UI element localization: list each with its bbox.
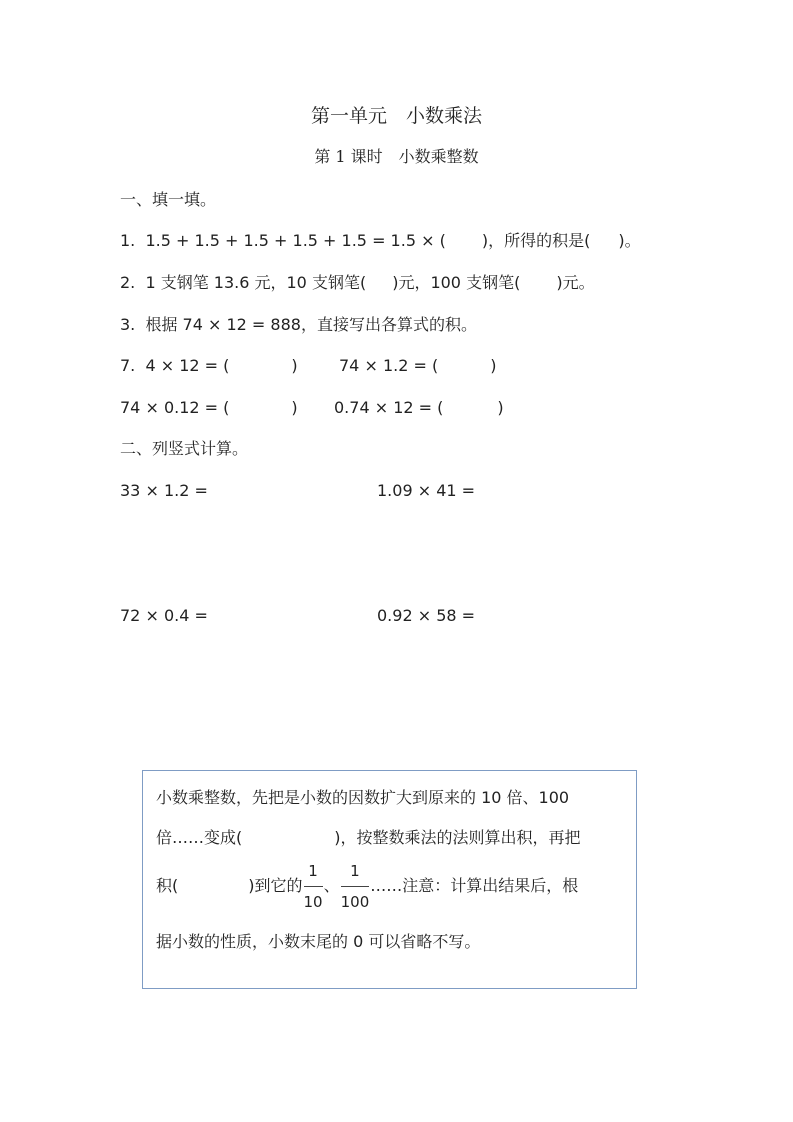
denominator: 10 [303, 893, 323, 911]
q3-text: ) [291, 398, 298, 417]
q3-text: 7. 4 × 12 = ( [120, 356, 230, 375]
q1-text: 1. 1.5 + 1.5 + 1.5 + 1.5 + 1.5 = 1.5 × ( [120, 231, 446, 250]
question-3: 3. 根据 74 × 12 = 888，直接写出各算式的积。 [120, 315, 477, 334]
q1-text: )。 [618, 231, 641, 250]
numerator: 1 [304, 862, 323, 887]
question-2 [120, 273, 595, 293]
section-1-heading: 一、填一填。 [120, 190, 217, 209]
q3-text: 74 × 1.2 = ( [339, 356, 439, 375]
tip-text: ……注意：计算出结果后，根 [370, 876, 579, 895]
tip-line-4: 据小数的性质，小数末尾的 0 可以省略不写。 [156, 932, 481, 951]
tip-line-3 [156, 860, 578, 912]
calc-problem: 1.09 × 41 = [377, 481, 476, 500]
calc-problem: 72 × 0.4 = [120, 606, 208, 625]
lesson-subtitle: 第 1 课时 小数乘整数 [314, 147, 479, 166]
q3-text: ) [291, 356, 298, 375]
fraction-one-tenth [304, 862, 323, 911]
tip-line-2 [156, 828, 581, 848]
tip-text: 、 [323, 876, 340, 895]
q2-text: )元，100 支钢笔( [392, 273, 521, 292]
section-2-heading: 二、列竖式计算。 [120, 439, 249, 458]
fraction-one-hundredth [341, 862, 370, 911]
numerator: 1 [341, 862, 370, 887]
question-3-row-2b [334, 398, 504, 418]
q3-text: 0.74 × 12 = ( [334, 398, 444, 417]
q1-text: )，所得的积是( [481, 231, 591, 250]
calc-problem: 0.92 × 58 = [377, 606, 476, 625]
tip-text: )到它的 [248, 876, 303, 895]
question-3-row-1b [339, 356, 496, 376]
denominator: 100 [340, 893, 370, 911]
q3-text: 74 × 0.12 = ( [120, 398, 230, 417]
tip-text: 积( [156, 876, 179, 895]
tip-line-1: 小数乘整数，先把是小数的因数扩大到原来的 10 倍、100 [156, 788, 570, 807]
calc-problem: 33 × 1.2 = [120, 481, 208, 500]
question-3-row-2 [120, 398, 298, 418]
q2-text: 2. 1 支钢笔 13.6 元，10 支钢笔( [120, 273, 367, 292]
q3-text: ) [490, 356, 497, 375]
q2-text: )元。 [556, 273, 595, 292]
tip-text: )，按整数乘法的法则算出积，再把 [334, 828, 581, 847]
q3-text: ) [497, 398, 504, 417]
question-1 [120, 231, 641, 251]
tip-text: 倍……变成( [156, 828, 243, 847]
page-title: 第一单元 小数乘法 [310, 105, 482, 127]
question-3-row-1 [120, 356, 298, 376]
